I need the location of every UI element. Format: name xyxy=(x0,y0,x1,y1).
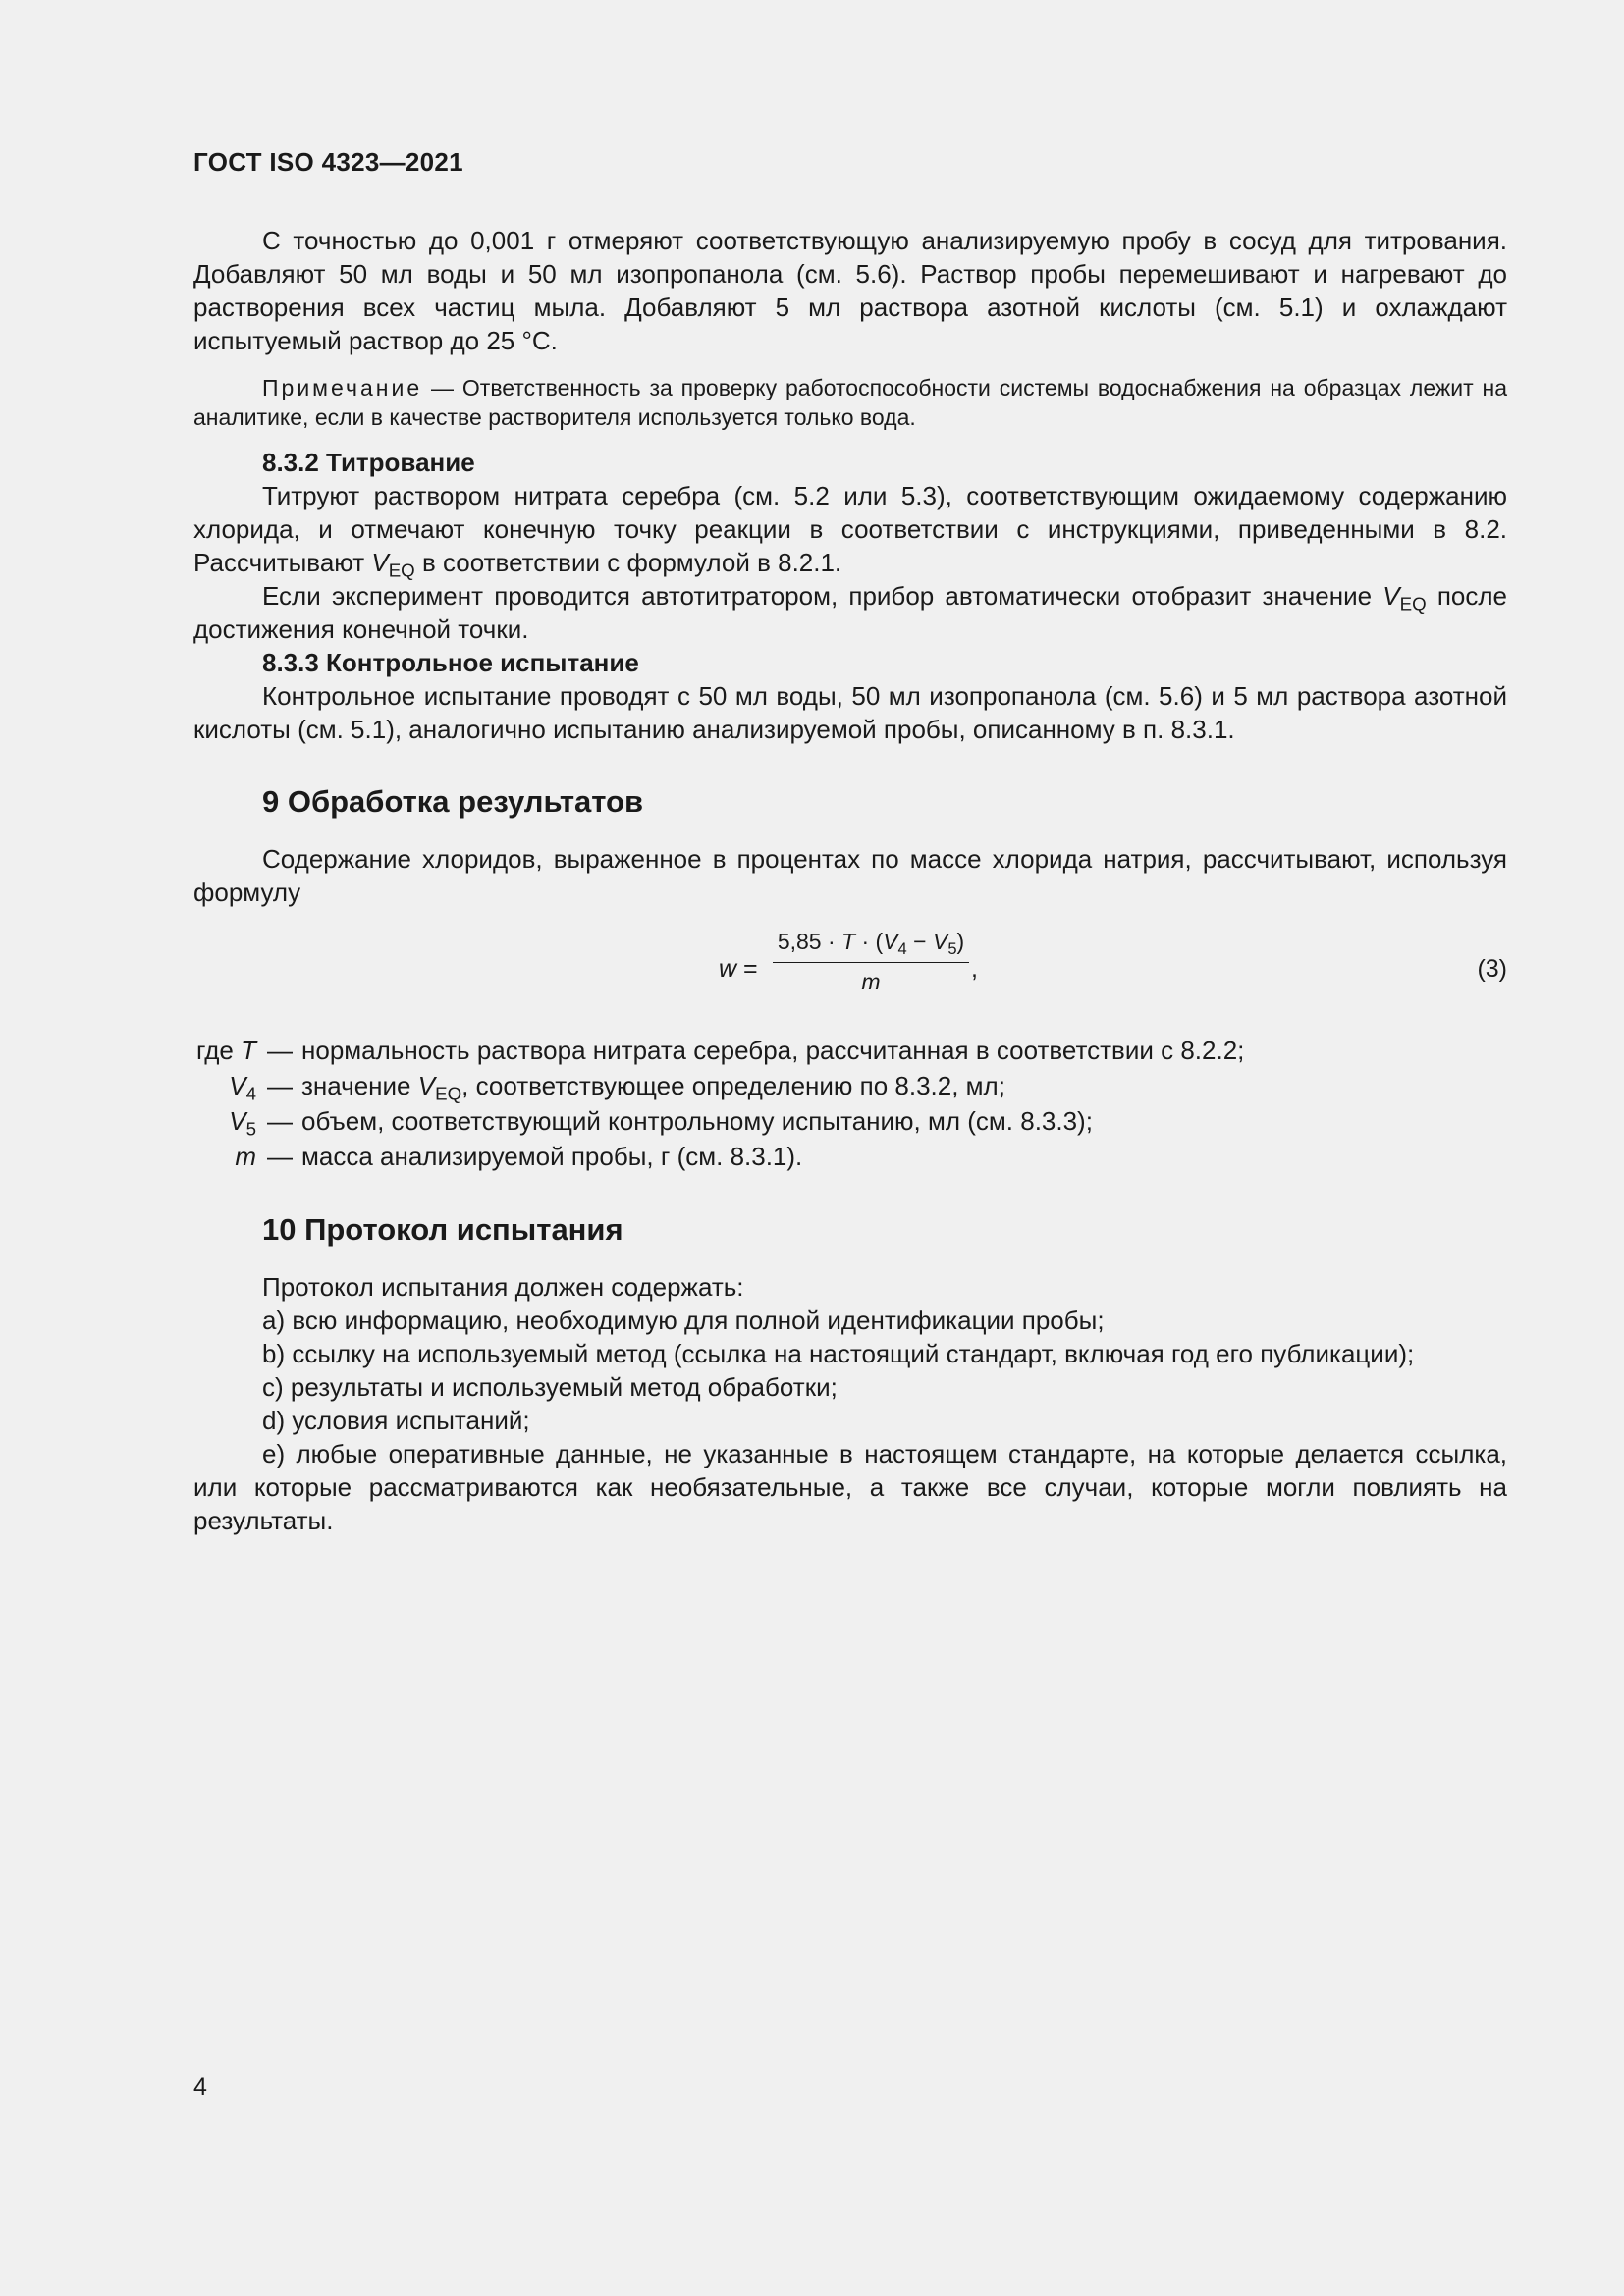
where-list xyxy=(193,1033,1507,1174)
section-8-3-2-heading: 8.3.2 Титрование xyxy=(262,448,475,477)
where-definition: объем, соответствующий контрольному испытанию, мл (см. 8.3.3); xyxy=(301,1106,1093,1136)
subscript-eq: EQ xyxy=(1399,593,1427,614)
paragraph-titration xyxy=(193,479,1507,579)
dash: — xyxy=(267,1106,293,1136)
where-definition xyxy=(298,1068,1507,1103)
formula-lhs xyxy=(719,952,758,986)
where-definition: масса анализируемой пробы, г (см. 8.3.1). xyxy=(301,1142,803,1171)
section-10-heading: 10 Протокол испытания xyxy=(262,1212,623,1247)
protocol-intro: Протокол испытания должен содержать: xyxy=(262,1272,744,1302)
list-item: e) любые оперативные данные, не указанные в настоящем стандарте, на которые делается ссылка, или которые рассматриваются как необязательные, а также все случаи, которые могли повлиять на результаты. xyxy=(193,1439,1507,1535)
text-run: · ( xyxy=(855,929,884,954)
subscript-5: 5 xyxy=(245,1118,256,1140)
page-content xyxy=(193,224,1507,1537)
symbol-v: V xyxy=(229,1106,246,1136)
symbol-v: V xyxy=(417,1071,436,1100)
paragraph-sample-prep: С точностью до 0,001 г отмеряют соответствующую анализируемую пробу в сосуд для титрования. Добавляют 50 мл воды и 50 мл изопропанола (см. 5.6). Раствор пробы перемешивают и нагревают до растворения всех частиц мыла. Добавляют 5 мл раствора азотной кислоты (см. 5.1) и охлаждают испытуемый раствор до 25 °С. xyxy=(193,226,1507,355)
note xyxy=(193,373,1507,432)
symbol-w: w xyxy=(719,955,737,983)
formula-numerator xyxy=(773,925,969,963)
where-row xyxy=(193,1068,1507,1103)
formula-3 xyxy=(193,923,1507,1011)
paragraph-autotitrator xyxy=(193,579,1507,646)
text-run: значение xyxy=(301,1071,418,1100)
text-run: где xyxy=(195,1036,242,1065)
symbol-t: T xyxy=(841,929,856,954)
formula-number: (3) xyxy=(1477,955,1507,983)
minus-sign: − xyxy=(906,929,933,954)
text-run: Титруют раствором нитрата серебра (см. 5.2 или 5.3), соответствующим ожидаемому содержанию хлорида, и отмечают конечную точку реакции в соответствии с инструкциями, приведенными в 8.2. Рассчитывают xyxy=(193,481,1507,577)
note-text: — Ответственность за проверку работоспособности системы водоснабжения на образцах лежит на аналитике, если в качестве растворителя используется только вода. xyxy=(193,375,1507,430)
formula-denominator: m xyxy=(861,969,881,994)
page-number: 4 xyxy=(193,2073,207,2101)
symbol-t: T xyxy=(241,1036,256,1065)
list-item: b) ссылку на используемый метод (ссылка на настоящий стандарт, включая год его публикации); xyxy=(262,1339,1415,1368)
where-row xyxy=(193,1139,1507,1174)
text-run: после достижения конечной точки. xyxy=(193,581,1507,644)
text-run: Если эксперимент проводится автотитратором, прибор автоматически отобразит значение xyxy=(262,581,1383,611)
subscript-4: 4 xyxy=(245,1083,256,1104)
subscript-eq: EQ xyxy=(388,560,415,581)
formula-fraction xyxy=(773,925,969,998)
paragraph-calc-intro: Содержание хлоридов, выраженное в процентах по массе хлорида натрия, рассчитывают, используя формулу xyxy=(193,844,1507,907)
dash: — xyxy=(267,1142,293,1171)
protocol-list xyxy=(193,1270,1507,1537)
note-label: Примечание xyxy=(262,375,423,400)
dash: — xyxy=(267,1036,293,1065)
text-run: в соответствии с формулой в 8.2.1. xyxy=(414,548,842,577)
subscript-5: 5 xyxy=(947,938,957,958)
where-symbol xyxy=(193,1033,262,1068)
text-run: ) xyxy=(956,929,965,954)
symbol-m: m xyxy=(235,1142,256,1171)
text-run: 5,85 · xyxy=(777,929,842,954)
symbol-v: V xyxy=(371,548,389,577)
section-8-3-3-heading: 8.3.3 Контрольное испытание xyxy=(262,648,639,677)
symbol-v: V xyxy=(883,929,898,954)
list-item: d) условия испытаний; xyxy=(262,1406,530,1435)
list-item: a) всю информацию, необходимую для полной идентификации пробы; xyxy=(262,1306,1105,1335)
where-symbol xyxy=(193,1068,262,1103)
symbol-v: V xyxy=(229,1071,246,1100)
where-row xyxy=(193,1033,1507,1068)
where-symbol xyxy=(193,1103,262,1139)
where-definition: нормальность раствора нитрата серебра, рассчитанная в соответствии с 8.2.2; xyxy=(301,1036,1245,1065)
symbol-v: V xyxy=(1382,581,1400,611)
symbol-v: V xyxy=(932,929,948,954)
text-run: , соответствующее определению по 8.3.2, мл; xyxy=(461,1071,1005,1100)
list-item: c) результаты и используемый метод обработки; xyxy=(262,1372,838,1402)
subscript-4: 4 xyxy=(897,938,907,958)
document-header: ГОСТ ISO 4323—2021 xyxy=(193,147,463,177)
formula-comma: , xyxy=(971,955,978,983)
where-symbol xyxy=(193,1139,262,1174)
subscript-eq: EQ xyxy=(435,1083,462,1104)
section-9-heading: 9 Обработка результатов xyxy=(262,784,644,819)
dash: — xyxy=(267,1071,293,1100)
equals-sign: = xyxy=(736,955,758,983)
where-row xyxy=(193,1103,1507,1139)
paragraph-blank-test: Контрольное испытание проводят с 50 мл воды, 50 мл изопропанола (см. 5.6) и 5 мл раствора азотной кислоты (см. 5.1), аналогично испытанию анализируемой пробы, описанному в п. 8.3.1. xyxy=(193,681,1507,744)
